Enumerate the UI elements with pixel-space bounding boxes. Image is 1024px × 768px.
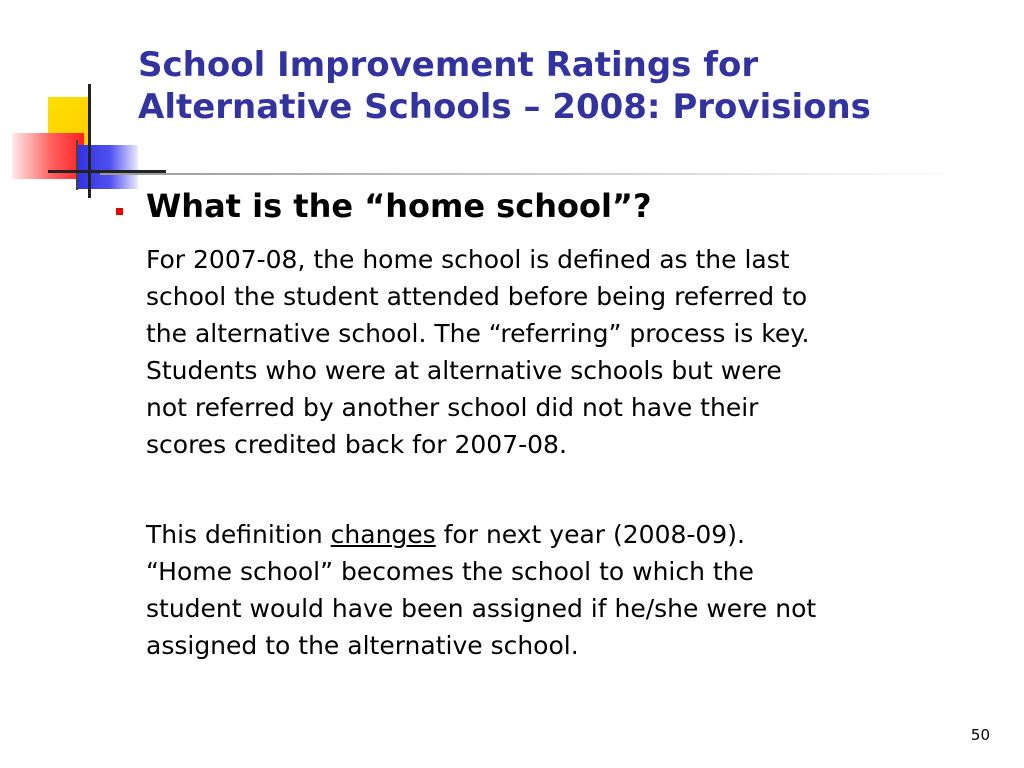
paragraph-line: not referred by another school did not have their (146, 393, 759, 422)
paragraph-line: “Home school” becomes the school to which the (146, 557, 754, 586)
title-divider (100, 173, 960, 175)
paragraph-line: school the student attended before being referred to (146, 282, 808, 311)
slide-title-line-2: Alternative Schools – 2008: Provisions (138, 87, 871, 127)
vertical-line-decoration-2 (76, 140, 78, 190)
paragraph-definition-change (146, 516, 976, 664)
paragraph-line: scores credited back for 2007-08. (146, 430, 567, 459)
paragraph-line: the alternative school. The “referring” process is key. (146, 319, 810, 348)
text-after-emphasis: for next year (2008-09). (435, 520, 745, 549)
paragraph-home-school-definition (146, 241, 976, 463)
bullet-question: What is the “home school”? (146, 187, 652, 225)
blue-square-decoration (76, 145, 138, 189)
paragraph-line: student would have been assigned if he/she were not (146, 594, 817, 623)
corner-decoration (0, 0, 140, 200)
slide-title-line-1: School Improvement Ratings for (138, 45, 759, 85)
paragraph-line: For 2007-08, the home school is defined as the last (146, 245, 790, 274)
bullet-marker (116, 208, 123, 215)
page-number: 50 (970, 726, 990, 744)
paragraph-line: assigned to the alternative school. (146, 631, 579, 660)
paragraph-line (146, 516, 976, 553)
underlined-changes: changes (330, 520, 436, 549)
slide-title (138, 44, 998, 128)
text-before-emphasis: This definition (146, 520, 331, 549)
vertical-line-decoration (88, 84, 91, 198)
paragraph-line: Students who were at alternative schools but were (146, 356, 782, 385)
